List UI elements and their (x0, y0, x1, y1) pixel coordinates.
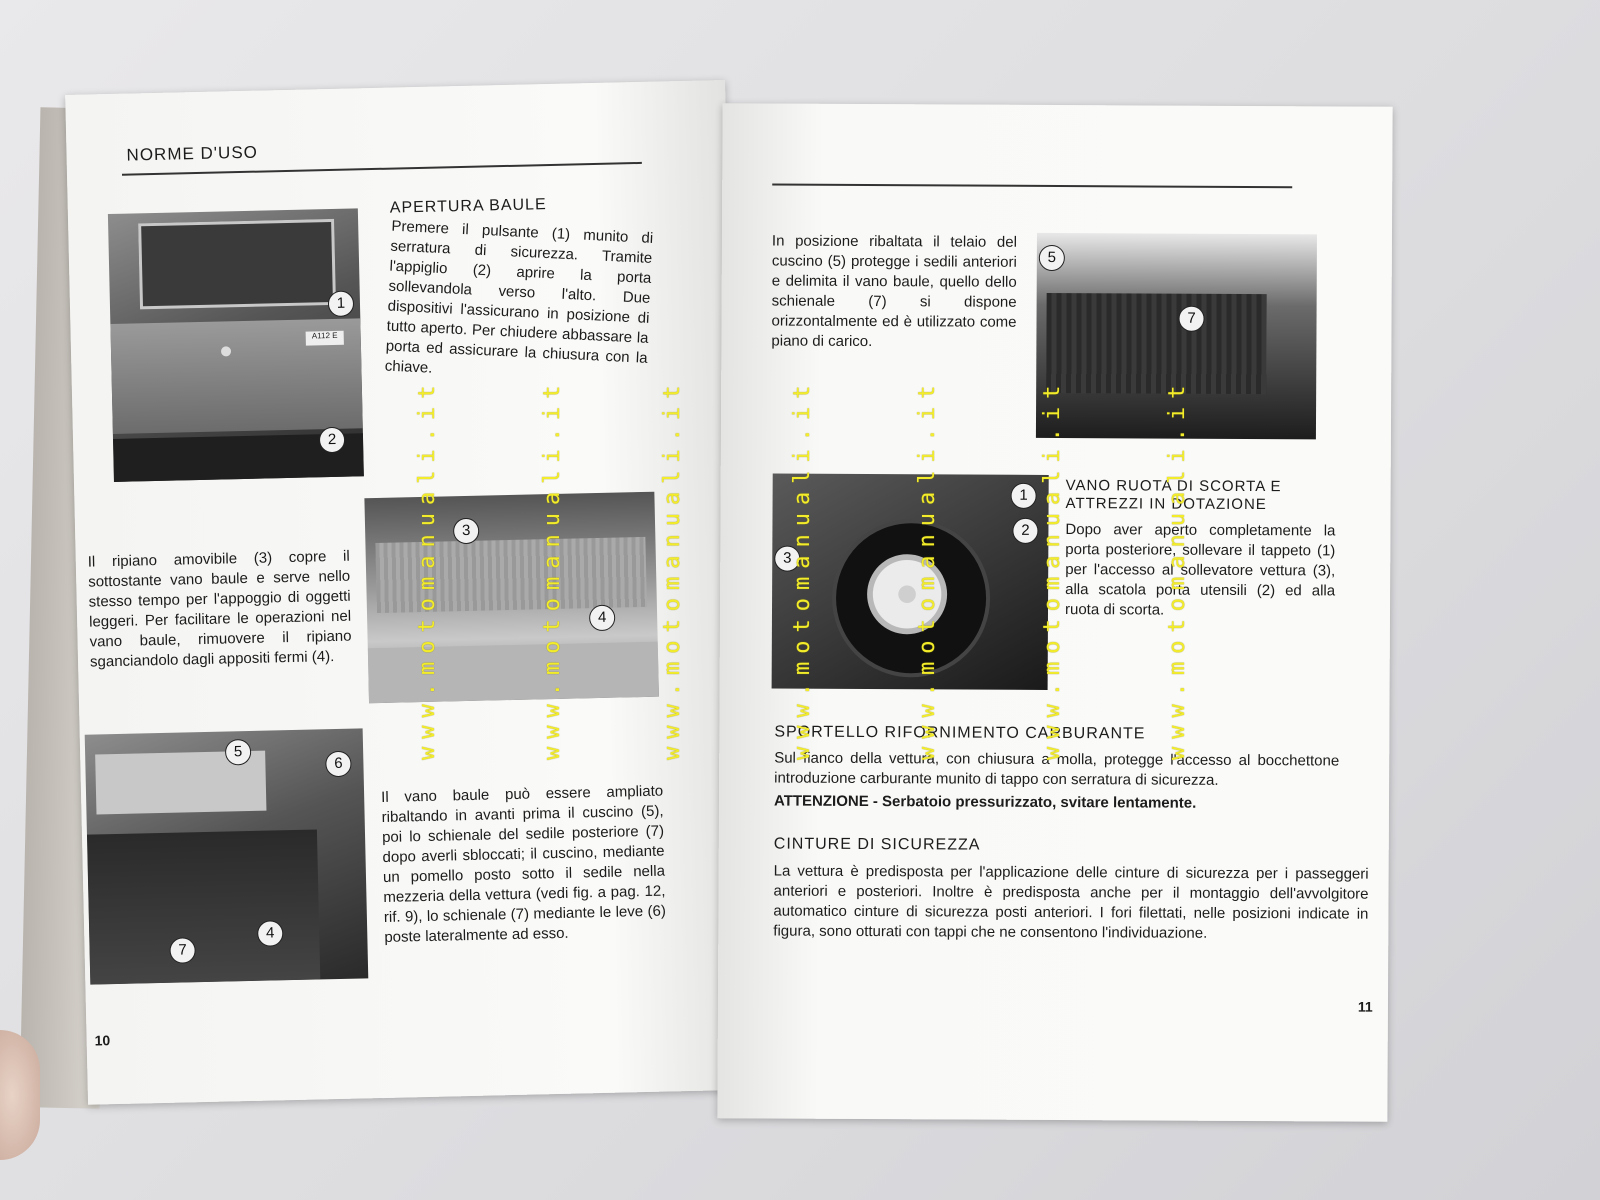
section-title-trunk: APERTURA BAULE (389, 196, 547, 217)
page-header: NORME D'USO (126, 142, 259, 165)
callout-1-right: 1 (1011, 483, 1037, 509)
section-title-fuel: SPORTELLO RIFORNIMENTO CARBURANTE (774, 723, 1146, 743)
shelf-text: Il ripiano amovibile (3) copre il sottostante vano baule e serve nello stesso tempo per l'appoggio di oggetti leggeri. Per facilitare le operazioni nel vano baule, rimuovere il ripiano sganciandolo dagli appositi fermi (4). (87, 547, 352, 671)
seat-back (1046, 293, 1267, 394)
callout-2-right: 2 (1012, 518, 1038, 544)
watermark-4: www.motomanuali.it (790, 377, 815, 760)
spare-text: Dopo aver aperto completamente la porta posteriore, sollevare il tappeto (1) per l'accesso al sollevatore vettura (3), alla scatola porta utensili (2) ed alla ruota di scorta. (1064, 521, 1336, 619)
manual-spread (20, 70, 1460, 1130)
watermark-2: www.motomanuali.it (540, 377, 565, 760)
section-title-spare: VANO RUOTA DI SCORTA E ATTREZZI IN DOTAZIONE (1065, 477, 1282, 514)
photo-trunk-exterior (108, 208, 364, 482)
callout-5: 5 (225, 739, 252, 766)
trunk-text: Premere il pulsante (1) munito di serratura di sicurezza. Tramite l'appiglio (2) aprire la porta sollevandola verso l'alto. Due dispositivi l'assicurano in posizione di tutto aperto. Per chiudere abbassare la porta ed assicurare la chiusura con la chiave. (384, 217, 654, 377)
header-rule-right (772, 184, 1292, 188)
callout-7: 7 (169, 937, 196, 964)
fuel-text: Sul fianco della vettura, con chiusura a molla, protegge l'accesso al bocchettone introduzione carburante munito di tappo con serratura di sicurezza. (774, 749, 1340, 789)
left-page (65, 80, 748, 1105)
rear-panel (368, 642, 659, 704)
holding-thumb (0, 1030, 40, 1160)
section-title-belts: CINTURE DI SICUREZZA (773, 835, 981, 854)
rear-window (138, 219, 336, 309)
callout-7-right: 7 (1178, 306, 1204, 332)
license-plate: A112 E (306, 331, 344, 346)
callout-4: 4 (589, 605, 616, 632)
watermark-5: www.motomanuali.it (915, 377, 940, 760)
watermark-3: www.motomanuali.it (660, 377, 685, 760)
watermark-6: www.motomanuali.it (1040, 377, 1065, 760)
photo-trunk-enlarged (85, 728, 369, 984)
callout-2: 2 (319, 427, 346, 454)
belts-text: La vettura è predisposta per l'applicazione delle cinture di sicurezza per i passeggeri anteriori e posteriori. Inoltre è predisposta anche per il montaggio dell'avvolgitore automatico cinture di sicurezza posti anteriori. I fori filettati, nelle posizioni indicate in figura, sono otturati con tappi che ne consentono l'individuazione. (773, 862, 1369, 942)
callout-6: 6 (325, 751, 352, 778)
photo-trunk-shelf (364, 492, 659, 704)
fold-text: In posizione ribaltata il telaio del cuscino (5) protegge i sedili anteriori e delimita il vano baule, quello dello schienale (7) si dispone orizzontalmente ed è utilizzato come piano di carico. (771, 232, 1017, 351)
page-number-right: 11 (1357, 998, 1373, 1015)
callout-3-right: 3 (774, 546, 800, 572)
fuel-warning: ATTENZIONE - Serbatoio pressurizzato, svitare lentamente. (773, 792, 1197, 812)
cargo-floor (87, 829, 320, 984)
callout-1: 1 (328, 290, 355, 317)
callout-5-right: 5 (1039, 245, 1065, 271)
watermark-1: www.motomanuali.it (415, 377, 440, 760)
watermark-7: www.motomanuali.it (1165, 377, 1190, 760)
page-number-left: 10 (94, 1032, 111, 1049)
callout-3: 3 (453, 518, 480, 545)
callout-4b: 4 (257, 920, 284, 947)
enlarge-text: Il vano baule può essere ampliato ribaltando in avanti prima il cuscino (5), poi lo schienale del sedile posteriore (7) dopo averli sbloccati; il cuscino, mediante un pomello posto sotto il sedile nella mezzeria della vettura (vedi fig. a pag. 12, rif. 9), lo schienale (7) mediante le leve (6) poste lateralmente ad esso. (380, 782, 667, 946)
